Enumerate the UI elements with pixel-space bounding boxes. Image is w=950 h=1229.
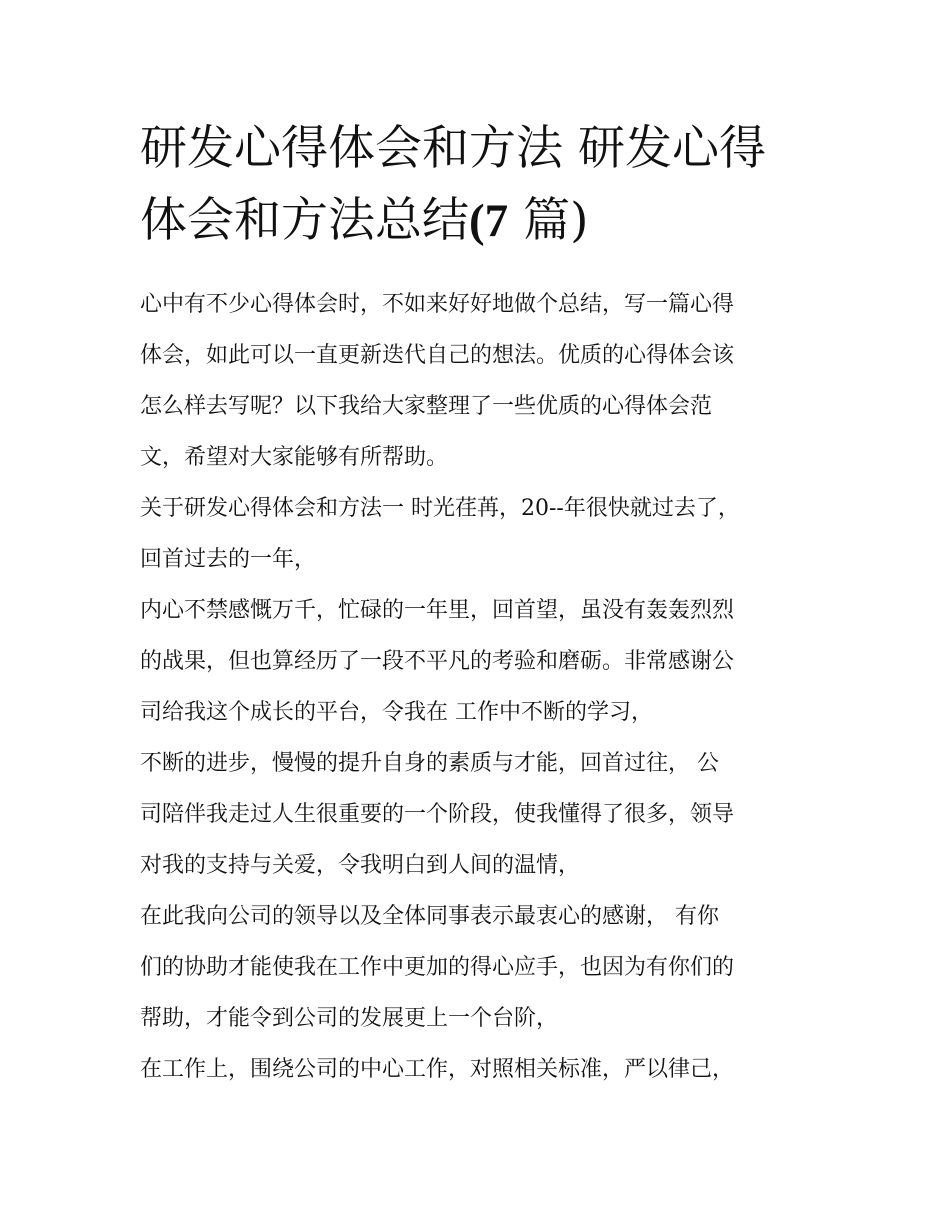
title-line-1: 研发心得体会和方法 研发心得 [140,121,766,176]
body-line: 们的协助才能使我在工作中更加的得心应手，也因为有你们的 [140,955,735,980]
document-body [140,279,812,1095]
title-unit: 篇) [508,193,589,248]
document-title [140,113,820,257]
body-line: 体会，如此可以一直更新迭代自己的想法。优质的心得体会该 [140,343,735,368]
body-line: 内心不禁感慨万千，忙碌的一年里，回首望，虽没有轰轰烈烈 [140,598,735,623]
body-line: 关于研发心得体会和方法一 时光荏苒，20--年很快就过去了， [140,496,740,521]
body-line: 对我的支持与关爱，令我明白到人间的温情， [140,853,581,878]
body-line: 在工作上，围绕公司的中心工作，对照相关标准，严以律己， [140,1057,735,1082]
body-line: 的战果，但也算经历了一段不平凡的考验和磨砺。非常感谢公 [140,649,735,674]
body-line: 心中有不少心得体会时，不如来好好地做个总结，写一篇心得 [140,292,735,317]
body-line: 司给我这个成长的平台，令我在 工作中不断的学习， [140,700,653,725]
body-line: 怎么样去写呢？以下我给大家整理了一些优质的心得体会范 [140,394,713,419]
body-line: 在此我向公司的领导以及全体同事表示最衷心的感谢， 有你 [140,904,719,929]
title-line-2: 体会和方法总结 [140,193,469,248]
body-line: 文，希望对大家能够有所帮助。 [140,445,449,470]
title-count: (7 [469,195,509,247]
body-line: 不断的进步，慢慢的提升自身的素质与才能，回首过往， 公 [140,751,719,776]
body-line: 司陪伴我走过人生很重要的一个阶段，使我懂得了很多，领导 [140,802,735,827]
body-line: 帮助，才能令到公司的发展更上一个台阶， [140,1006,559,1031]
body-line: 回首过去的一年， [140,547,317,572]
